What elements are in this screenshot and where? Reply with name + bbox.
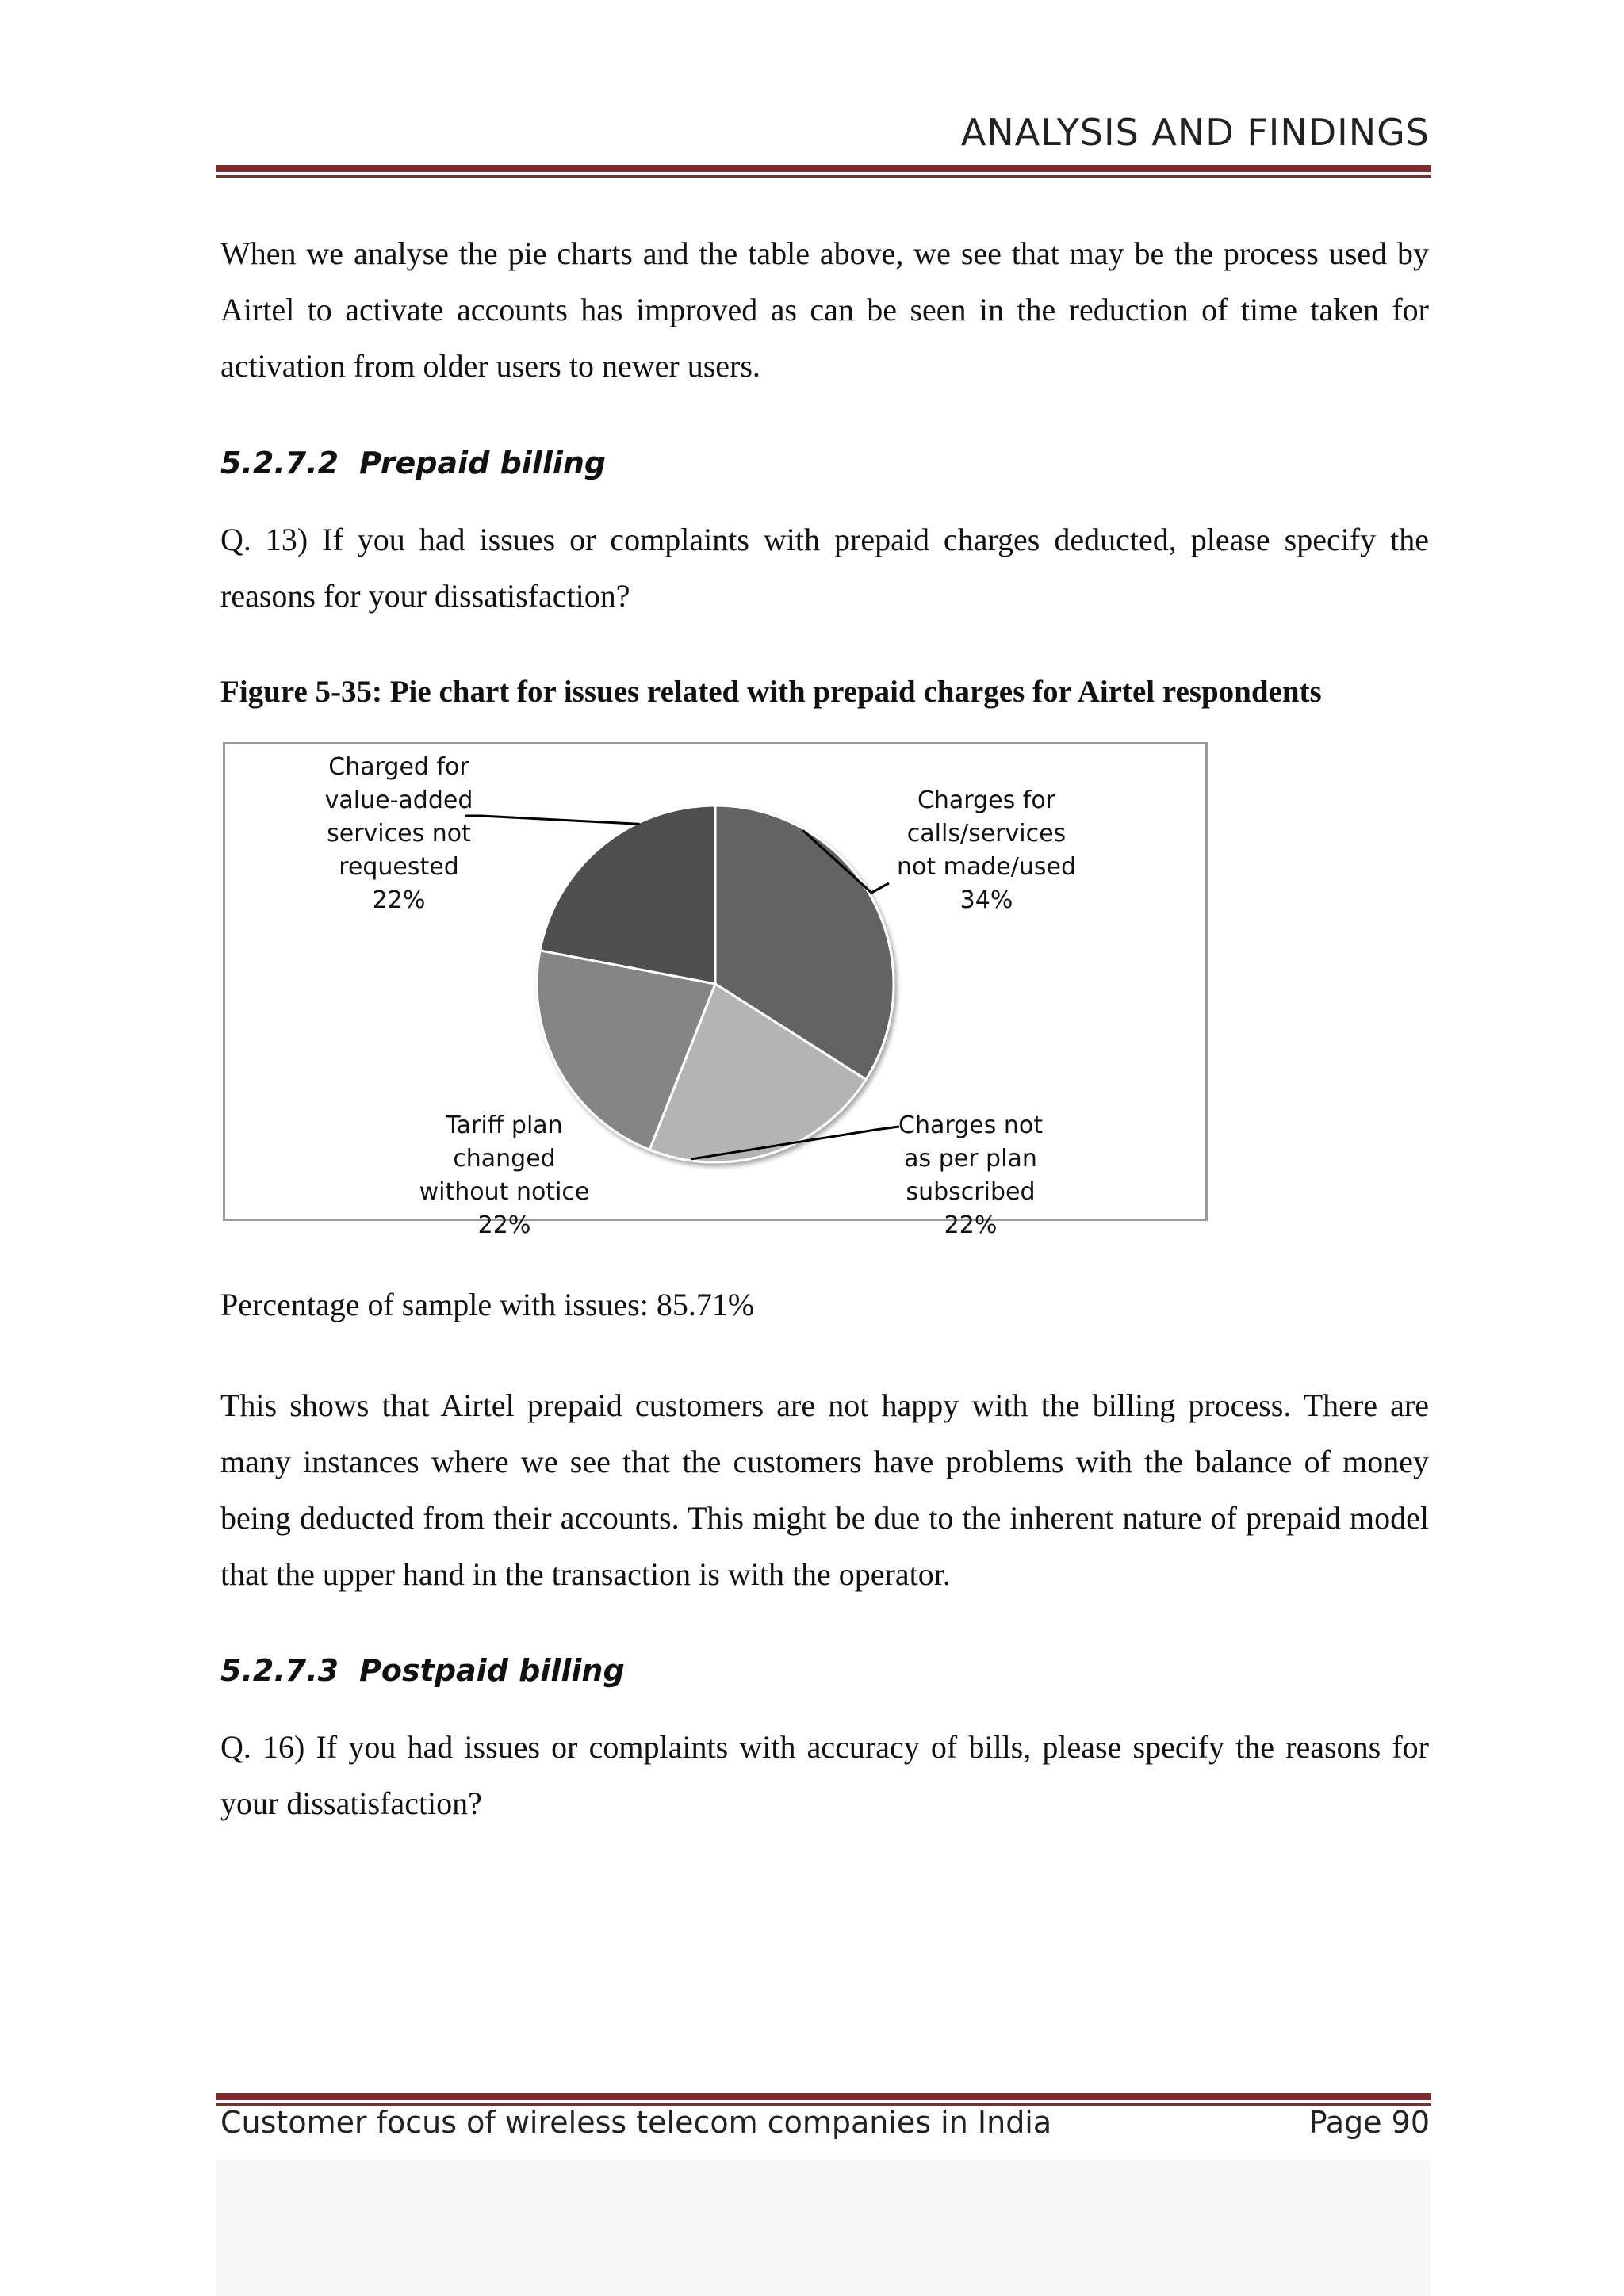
slice-percent-label: 22% bbox=[372, 886, 426, 914]
slice-category-label: calls/services bbox=[906, 820, 1067, 848]
slice-category-label: as per plan bbox=[904, 1145, 1037, 1173]
section-heading-postpaid bbox=[220, 1653, 625, 1688]
section-title: Postpaid billing bbox=[359, 1653, 625, 1688]
section-heading-prepaid bbox=[220, 446, 606, 480]
pie-chart-frame bbox=[223, 742, 1208, 1239]
analysis-paragraph: This shows that Airtel prepaid customers are not happy with the billing process. There are many instances where we see that the customers have problems with the balance of money being deducted from their accounts. This might be due to the inherent nature of prepaid model that the upper hand in the transaction is with the operator. bbox=[220, 1387, 1429, 1592]
slice-category-label: without notice bbox=[419, 1178, 590, 1206]
sample-issues-text: Percentage of sample with issues: 85.71% bbox=[220, 1287, 755, 1322]
slice-category-label: Charged for bbox=[328, 753, 469, 781]
slice-category-label: Charges not bbox=[898, 1112, 1043, 1139]
section-number: 5.2.7.2 bbox=[220, 446, 339, 480]
intro-paragraph: When we analyse the pie charts and the table above, we see that may be the process used by Airtel to activate accounts has improved as can be seen in the reduction of time taken for activation from older users to newer users. bbox=[220, 235, 1429, 384]
slice-percent-label: 22% bbox=[944, 1211, 998, 1239]
slice-category-label: changed bbox=[453, 1145, 556, 1173]
slice-category-label: value-added bbox=[324, 786, 473, 814]
slice-percent-label: 22% bbox=[477, 1211, 531, 1239]
slice-category-label: subscribed bbox=[906, 1178, 1036, 1206]
slice-percent-label: 34% bbox=[959, 886, 1013, 914]
slice-category-label: not made/used bbox=[896, 853, 1077, 881]
question-16: Q. 16) If you had issues or complaints with accuracy of bills, please specify the reasons for your dissatisfaction? bbox=[220, 1729, 1429, 1821]
slice-category-label: Charges for bbox=[917, 786, 1056, 814]
section-title: Prepaid billing bbox=[359, 446, 607, 480]
running-header: ANALYSIS AND FINDINGS bbox=[960, 111, 1430, 154]
leader-line-4 bbox=[465, 816, 640, 824]
page-number: Page 90 bbox=[1308, 2105, 1430, 2140]
header-rule bbox=[216, 165, 1431, 178]
pie-chart bbox=[225, 744, 1205, 1239]
footer-band bbox=[216, 2160, 1431, 2296]
slice-category-label: requested bbox=[339, 853, 459, 881]
figure-caption: Figure 5-35: Pie chart for issues related with prepaid charges for Airtel respondents bbox=[220, 675, 1322, 709]
footer-rule bbox=[216, 2093, 1431, 2106]
section-number: 5.2.7.3 bbox=[220, 1653, 339, 1688]
slice-category-label: Tariff plan bbox=[446, 1112, 563, 1139]
question-13: Q. 13) If you had issues or complaints with prepaid charges deducted, please specify the reasons for your dissatisfaction? bbox=[220, 522, 1429, 614]
slice-category-label: services not bbox=[327, 820, 471, 848]
footer-title: Customer focus of wireless telecom companies in India bbox=[220, 2105, 1052, 2140]
